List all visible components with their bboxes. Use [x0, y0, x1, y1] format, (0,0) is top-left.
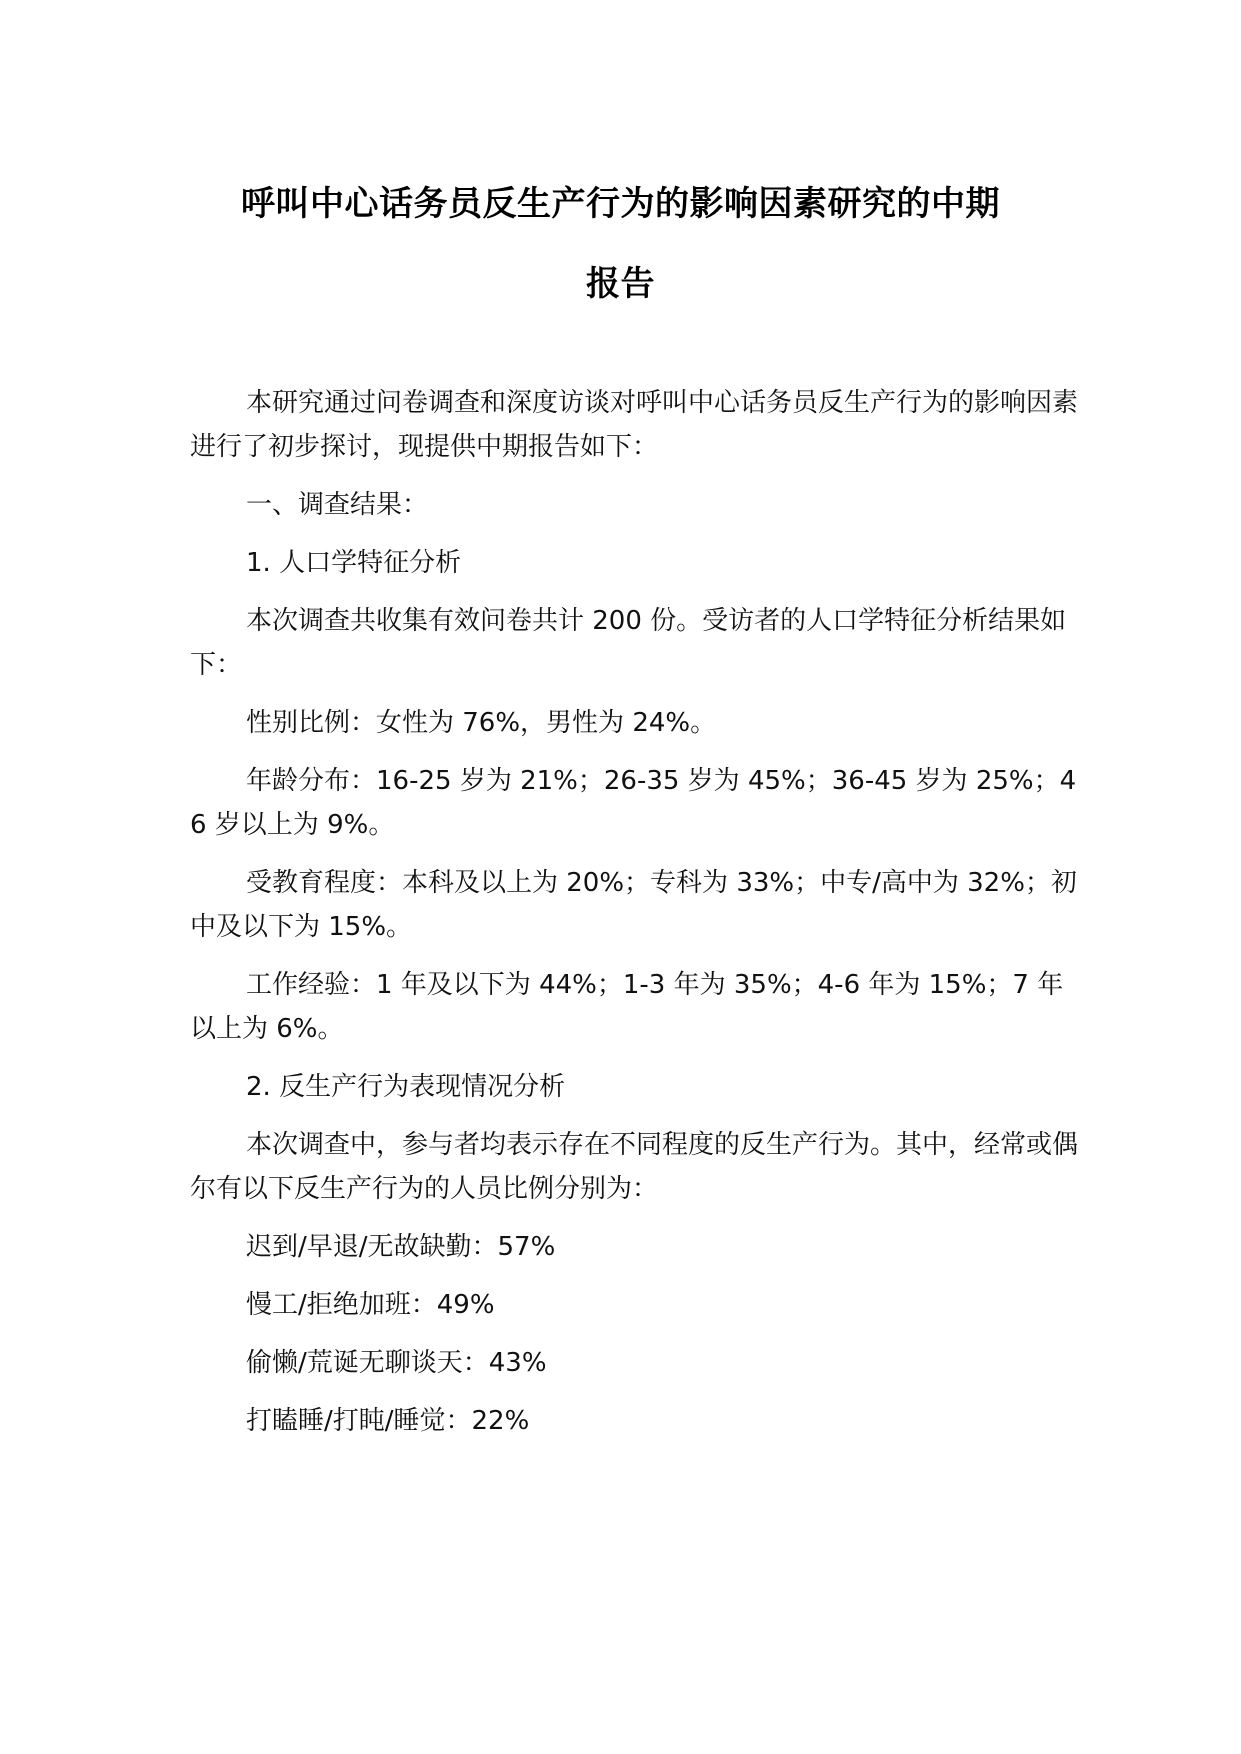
demographics-summary-paragraph: 本次调查共收集有效问卷共计 200 份。受访者的人口学特征分析结果如下：: [190, 606, 1067, 680]
age-distribution-paragraph: 年龄分布：16-25 岁为 21%；26-35 岁为 45%；36-45 岁为 25%；46 岁以上为 9%。: [190, 766, 1077, 840]
behavior-item: 迟到/早退/无故缺勤：57%: [246, 1232, 556, 1262]
behavior-item: 偷懒/荒诞无聊谈天：43%: [246, 1348, 547, 1378]
intro-paragraph: 本研究通过问卷调查和深度访谈对呼叫中心话务员反生产行为的影响因素进行了初步探讨，现提供中期报告如下：: [190, 388, 1079, 462]
section-heading-results: 一、调查结果：: [246, 490, 429, 520]
behavior-item: 打瞌睡/打盹/睡觉：22%: [246, 1406, 530, 1436]
education-level-paragraph: 受教育程度：本科及以上为 20%；专科为 33%；中专/高中为 32%；初中及以下为 15%。: [190, 868, 1077, 942]
behavior-summary-paragraph: 本次调查中，参与者均表示存在不同程度的反生产行为。其中，经常或偶尔有以下反生产行为的人员比例分别为：: [190, 1130, 1079, 1204]
behavior-item: 慢工/拒绝加班：49%: [246, 1290, 495, 1320]
document-title-line-1: 呼叫中心话务员反生产行为的影响因素研究的中期: [241, 184, 1000, 224]
gender-ratio-line: 性别比例：女性为 76%，男性为 24%。: [246, 708, 717, 738]
subsection-heading-behavior: 2. 反生产行为表现情况分析: [246, 1072, 566, 1102]
work-experience-paragraph: 工作经验：1 年及以下为 44%；1-3 年为 35%；4-6 年为 15%；7 年以上为 6%。: [190, 970, 1064, 1044]
subsection-heading-demographics: 1. 人口学特征分析: [246, 548, 462, 578]
document-title-line-2: 报告: [586, 264, 655, 304]
